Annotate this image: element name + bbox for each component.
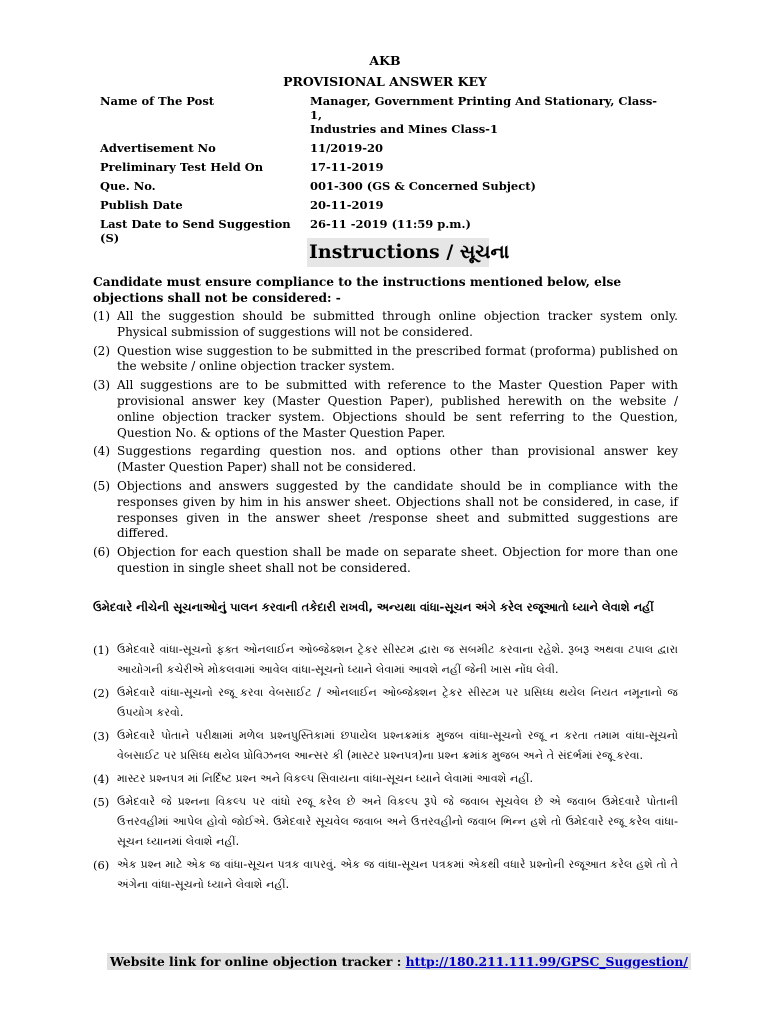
info-row-advertisement [100, 141, 660, 160]
list-item [93, 769, 678, 789]
info-key: Name of The Post [100, 94, 215, 108]
instructions-intro: Candidate must ensure compliance to the instructions mentioned below, else objections shall not be considered: - [93, 275, 622, 305]
item-text: Question wise suggestion to be submitted in the prescribed format (proforma) published on the website / online objection tracker system. [117, 343, 678, 374]
info-value: 26-11 -2019 (11:59 p.m.) [310, 217, 471, 231]
item-text: એક પ્રશ્ન માટે એક જ વાંધા-સૂચન પત્રક વાપરવું. એક જ વાંધા-સૂચન પત્રકમાં એકથી વધારે પ્રશ્નોની રજૂઆત કરેલ હશે તો તે અંગેના વાંધા-સૂચનો ધ્યાને લેવાશે નહીં. [117, 858, 678, 891]
document-title: PROVISIONAL ANSWER KEY [283, 74, 487, 89]
item-number: (3) [93, 729, 110, 743]
item-number: (2) [93, 686, 110, 700]
list-item [93, 683, 678, 723]
list-item [93, 726, 678, 766]
gujarati-instructions-title: ઉમેદવારે નીચેની સૂચનાઓનું પાલન કરવાની તકેદારી રાખવી, અન્યથા વાંધા-સૂચન અંગે કરેલ રજૂઆતો ધ્યાને લેવાશે નહીં [93, 600, 654, 614]
list-item [93, 378, 678, 441]
list-item [93, 640, 678, 680]
list-item [93, 344, 678, 376]
gujarati-instructions-list [93, 640, 678, 898]
info-value-line: Industries and Mines Class-1 [310, 122, 498, 136]
item-number: (6) [93, 545, 110, 560]
item-text: ઉમેદવારે પોતાને પરીક્ષામાં મળેલ પ્રશ્નપુસ્તિકામાં છપાયેલ પ્રશ્નક્રમાંક મુજબ વાંધા-સૂચનો રજૂ ન કરતા તમામ વાંધા-સૂચનો વેબસાઈટ પર પ્રસિધ્ધ થયેલ પ્રોવિઝનલ આન્સર કી (માસ્ટર પ્રશ્નપત્ર)ના પ્રશ્ન ક્રમાંક મુજબ અને તે સંદર્ભમાં રજૂ કરવા. [117, 729, 678, 762]
item-text: Objections and answers suggested by the candidate should be in compliance with the responses given by him in his answer sheet. Objections shall not be considered, in case, if responses given in the answer sheet /response sheet and submitted suggestions are differed. [117, 478, 678, 541]
item-text: Suggestions regarding question nos. and options other than provisional answer key (Master Question Paper) shall not be considered. [117, 444, 678, 475]
item-text: ઉમેદવારે જે પ્રશ્નના વિકલ્પ પર વાંધો રજૂ કરેલ છે અને વિકલ્પ રૂપે જે જવાબ સૂચવેલ છે એ જવાબ ઉમેદવારે પોતાની ઉત્તરવહીમાં આપેલ હોવો જોઈએ. ઉમેદવારે સૂચવેલ જવાબ અને ઉત્તરવહીનો જવાબ ભિન્ન હશે તો ઉમેદવારે રજૂ કરેલ વાંધા-સૂચન ધ્યાનમાં લેવાશે નહીં. [117, 795, 678, 848]
org-heading: AKB [369, 53, 401, 68]
footer-label: Website link for online objection tracker : [110, 954, 406, 969]
list-item [93, 444, 678, 476]
info-key: Last Date to Send Suggestion (S) [100, 217, 291, 245]
item-number: (3) [93, 378, 110, 393]
item-number: (5) [93, 795, 110, 809]
info-value: 11/2019-20 [310, 141, 383, 155]
item-number: (5) [93, 478, 110, 493]
info-value-line: Manager, Government Printing And Stationary, Class-1, [310, 94, 658, 122]
info-row-publish-date [100, 198, 660, 217]
list-item [93, 792, 678, 852]
item-number: (1) [93, 643, 110, 657]
item-text: માસ્ટર પ્રશ્નપત્ર માં નિર્દિષ્ટ પ્રશ્ન અને વિકલ્પ સિવાયના વાંધા-સૂચન ધ્યાને લેવામાં આવશે નહીં. [117, 772, 534, 785]
info-value: 20-11-2019 [310, 198, 384, 212]
item-number: (2) [93, 343, 110, 358]
objection-tracker-footer [107, 953, 691, 970]
english-instructions-list [93, 309, 678, 580]
objection-tracker-link[interactable]: http://180.211.111.99/GPSC_Suggestion/ [405, 954, 688, 969]
item-text: Objection for each question shall be made on separate sheet. Objection for more than one question in single sheet shall not be considered. [117, 545, 678, 575]
list-item [93, 309, 678, 341]
info-row-test-date [100, 160, 660, 179]
item-number: (4) [93, 444, 110, 459]
info-key: Advertisement No [100, 141, 216, 155]
info-value [310, 94, 660, 141]
exam-info-table [100, 94, 660, 250]
item-number: (6) [93, 858, 110, 872]
info-value: 17-11-2019 [310, 160, 384, 174]
info-key: Que. No. [100, 179, 156, 193]
info-value: 001-300 (GS & Concerned Subject) [310, 179, 536, 193]
info-key: Publish Date [100, 198, 183, 212]
info-key: Preliminary Test Held On [100, 160, 264, 174]
item-text: ઉમેદવારે વાંધા-સૂચનો રજૂ કરવા વેબસાઈટ / ઓનલાઈન ઓબ્જેક્શન ટ્રેકર સીસ્ટમ પર પ્રસિધ્ધ થયેલ નિયત નમૂનાનો જ ઉપયોગ કરવો. [117, 686, 678, 719]
item-text: All suggestions are to be submitted with reference to the Master Question Paper with provisional answer key (Master Question Paper), published herewith on the website / online objection tracker system. Objections should be sent referring to the Question, Question No. & options of the Master Question Paper. [117, 378, 678, 440]
item-number: (4) [93, 772, 110, 786]
instructions-heading: Instructions / સૂચના [307, 238, 489, 267]
item-number: (1) [93, 309, 110, 323]
item-text: ઉમેદવારે વાંધા-સૂચનો ફક્ત ઓનલાઈન ઓબ્જેક્શન ટ્રેકર સીસ્ટમ દ્વારા જ સબમીટ કરવાના રહેશે. રૂબરૂ અથવા ટપાલ દ્વારા આયોગની કચેરીએ મોકલવામાં આવેલ વાંધા-સૂચનો ધ્યાને લેવામાં આવશે નહીં જેની ખાસ નોંધ લેવી. [117, 643, 678, 676]
list-item [93, 545, 678, 577]
list-item [93, 855, 678, 895]
item-text: All the suggestion should be submitted through online objection tracker system only. Physical submission of suggestions will not be considered. [117, 309, 678, 339]
info-row-question-no [100, 179, 660, 198]
info-row-post [100, 94, 660, 141]
list-item [93, 479, 678, 542]
